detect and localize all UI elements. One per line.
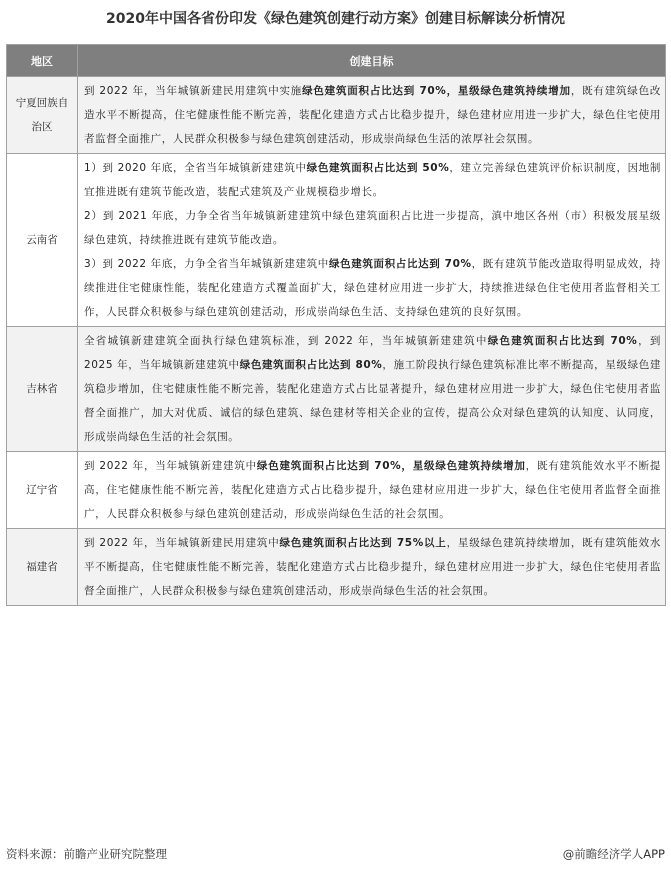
goal-paragraph	[84, 156, 661, 204]
goal-text: 全省城镇新建建筑全面执行绿色建筑标准，到 2022 年，当年城镇新建建筑中	[84, 335, 488, 347]
table-row	[7, 77, 666, 154]
table-body	[7, 77, 666, 606]
goal-cell	[78, 154, 666, 327]
goal-text: ，施工阶段执行绿色建筑标准比率不断提高，星级绿色建筑稳步增加，住宅健康性能不断完善，装配化建造方式占比显著提升，绿色建材应用进一步扩大，绿色住宅使用者监督全面推广，加大对优质、诚信的绿色建筑、绿色建材等相关企业的宣传，提高公众对绿色建筑的认知度、认同度，形成崇尚绿色生活的社会氛围。	[84, 359, 662, 443]
goal-text: ，既有建筑节能改造取得明显成效，持续推进住宅健康性能，装配化建造方式覆盖面扩大，绿色建材应用进一步扩大，持续推进绿色住宅使用者监督相关工作，人民群众积极参与绿色建筑创建活动，形成崇尚绿色生活、支持绿色建筑的良好氛围。	[84, 258, 662, 318]
goal-highlight: 绿色建筑面积占比达到 75%以上	[279, 537, 447, 549]
table-row	[7, 327, 666, 452]
goal-paragraph	[84, 329, 661, 449]
goal-highlight: 绿色建筑面积占比达到 70%，星级绿色建筑持续增加	[302, 85, 571, 97]
goal-text: 到 2022 年，当年城镇新建建筑中	[84, 460, 257, 472]
goal-paragraph	[84, 531, 661, 603]
goal-text: ，星级绿色建筑持续增加，既有建筑能效水平不断提高，住宅健康性能不断完善，装配化建造方式占比稳步提升，绿色建材应用进一步扩大，绿色住宅使用者监督全面推广，人民群众积极参与绿色建筑创建活动，形成崇尚绿色生活的社会氛围。	[84, 537, 661, 597]
region-cell: 福建省	[7, 529, 78, 606]
region-cell: 宁夏回族自治区	[7, 77, 78, 154]
goal-paragraph	[84, 454, 661, 526]
goal-text: ，到 2025 年，当年城镇新建建筑中	[84, 335, 662, 371]
goal-paragraph	[84, 204, 661, 252]
goal-highlight: 绿色建筑面积占比达到 70%，星级绿色建筑持续增加	[256, 460, 526, 472]
goal-paragraph	[84, 79, 661, 151]
page-title: 2020年中国各省份印发《绿色建筑创建行动方案》创建目标解读分析情况	[106, 11, 565, 27]
goal-text: ，既有建筑能效水平不断提高，住宅健康性能不断完善，装配化建造方式占比稳步提升，绿色建材应用进一步扩大，绿色住宅使用者监督全面推广，人民群众积极参与绿色建筑创建活动，形成崇尚绿色生活的社会氛围。	[84, 460, 662, 520]
goal-cell	[78, 327, 666, 452]
goal-highlight: 绿色建筑面积占比达到 70%	[487, 335, 638, 347]
goal-text: ，既有建筑绿色改造水平不断提高，住宅健康性能不断完善，装配化建造方式占比稳步提升，绿色建材应用进一步扩大，绿色住宅使用者监督全面推广，人民群众积极参与绿色建筑创建活动，形成崇尚绿色生活的浓厚社会氛围。	[84, 85, 661, 145]
header-region: 地区	[7, 45, 78, 77]
region-cell: 吉林省	[7, 327, 78, 452]
goal-highlight: 绿色建筑面积占比达到 70%	[328, 258, 472, 270]
goal-cell	[78, 77, 666, 154]
region-cell: 云南省	[7, 154, 78, 327]
goal-highlight: 绿色建筑面积占比达到 50%	[306, 162, 450, 174]
goal-cell	[78, 452, 666, 529]
goal-text: 到 2022 年，当年城镇新建民用建筑中	[84, 537, 280, 549]
goal-text: 3）到 2022 年底，力争全省当年城镇新建建筑中	[84, 258, 329, 270]
brand-credit: @前瞻经济学人APP	[562, 847, 665, 861]
goal-text: 2）到 2021 年底，力争全省当年城镇新建建筑中绿色建筑面积占比进一步提高，滇中地区各州（市）积极发展星级绿色建筑，持续推进既有建筑节能改造。	[84, 210, 661, 246]
goals-table	[6, 44, 666, 606]
table-row	[7, 154, 666, 327]
table-header-row	[7, 45, 666, 77]
table-row	[7, 529, 666, 606]
goal-text: ，建立完善绿色建筑评价标识制度，因地制宜推进既有建筑节能改造，装配式建筑及产业规模稳步增长。	[84, 162, 661, 198]
region-cell: 辽宁省	[7, 452, 78, 529]
goal-cell	[78, 529, 666, 606]
goal-text: 到 2022 年，当年城镇新建民用建筑中实施	[84, 85, 303, 97]
header-goal: 创建目标	[78, 45, 666, 77]
goal-paragraph	[84, 252, 661, 324]
table-row	[7, 452, 666, 529]
source-note: 资料来源：前瞻产业研究院整理	[6, 847, 167, 861]
goal-text: 1）到 2020 年底，全省当年城镇新建建筑中	[84, 162, 307, 174]
goal-highlight: 绿色建筑面积占比达到 80%	[239, 359, 383, 371]
